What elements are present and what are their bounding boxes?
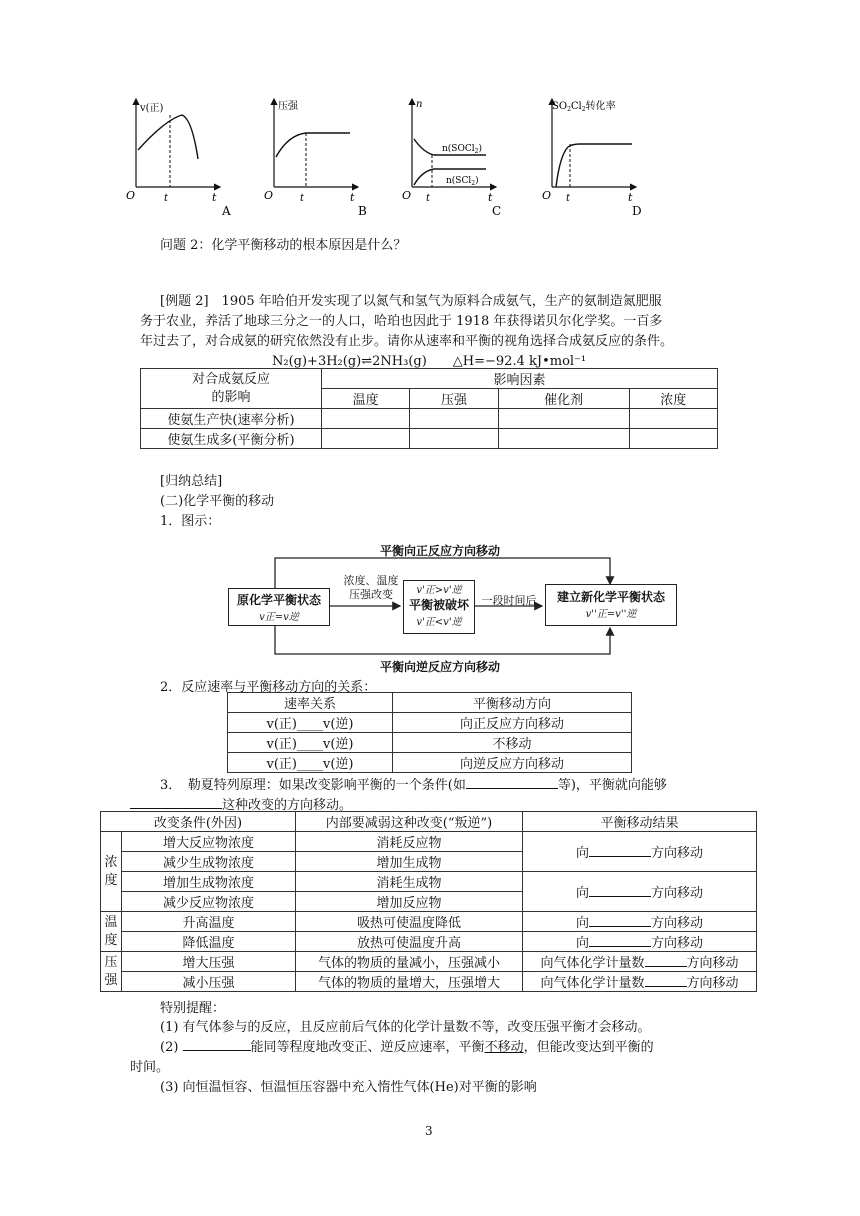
table3-condition: 减少生成物浓度 [122, 852, 296, 872]
graph-c-curve2: n(SCl$_2$) [446, 176, 479, 187]
summary-title: [归纳总结] [160, 474, 223, 489]
graph-b-ylabel: 压强 [278, 101, 298, 112]
table3-result[interactable]: 向 方向移动 [523, 932, 757, 952]
reaction-equation: N₂(g)+3H₂(g)⇌2NH₃(g) △H=−92.4 kJ•mol⁻¹ [272, 354, 587, 369]
table3-result[interactable]: 向气体化学计量数 方向移动 [523, 952, 757, 972]
table3-condition: 增加生成物浓度 [122, 872, 296, 892]
svg-text:t: t [426, 193, 431, 204]
rate-direction-table [227, 692, 632, 773]
table3-result[interactable]: 向 方向移动 [523, 912, 757, 932]
reminder-p3: (3) 向恒温恒容、恒温恒压容器中充入惰性气体(He)对平衡的影响 [160, 1080, 537, 1095]
item2: 2．反应速率与平衡移动方向的关系： [160, 680, 377, 695]
svg-text:t: t [566, 193, 571, 204]
table3-group-pressure: 压强 [101, 952, 122, 992]
table1-cell[interactable] [498, 409, 629, 429]
table2-direction-cell: 不移动 [393, 733, 632, 753]
svg-text:O: O [402, 189, 412, 202]
table3-inner: 气体的物质的量减小，压强减小 [296, 952, 523, 972]
table2-rate-cell[interactable]: v(正)____v(逆) [228, 733, 393, 753]
table1-col-concentration: 浓度 [629, 389, 717, 409]
table3-inner: 吸热可使温度降低 [296, 912, 523, 932]
graph-a-ylabel: v(正) [140, 103, 164, 114]
table3-header-result: 平衡移动结果 [523, 812, 757, 832]
table3-group-concentration: 浓度 [101, 832, 122, 912]
reminder-title: 特别提醒： [160, 1001, 226, 1016]
reminder-blank[interactable] [183, 1037, 251, 1051]
table1-cell[interactable] [410, 409, 498, 429]
table3-inner: 增加生成物 [296, 852, 523, 872]
svg-text:t: t [350, 191, 355, 204]
table3-group-temperature: 温度 [101, 912, 122, 952]
table1-col-catalyst: 催化剂 [498, 389, 629, 409]
table3-header-inner: 内部要减弱这种改变(“叛逆”) [296, 812, 523, 832]
table2-direction-cell: 向逆反应方向移动 [393, 753, 632, 773]
reminder-p2: (2) 能同等程度地改变正、逆反应速率，平衡不移动，但能改变达到平衡的 [160, 1036, 654, 1055]
table3-condition: 升高温度 [122, 912, 296, 932]
table3-header-condition: 改变条件(外因) [101, 812, 296, 832]
example-2-line2: 务于农业，养活了地球三分之一的人口，哈珀也因此于 1918 年获得诺贝尔化学奖。一百多 [140, 314, 663, 329]
graph-a-letter: A [222, 204, 231, 218]
flow-bottom-label: 平衡向逆反应方向移动 [380, 660, 501, 674]
item3-line1: 3． 勒夏特列原理：如果改变影响平衡的一个条件(如 等)，平衡就向能够 [160, 774, 667, 793]
equilibrium-flow-diagram [220, 536, 820, 676]
table1-cell[interactable] [410, 429, 498, 449]
graph-d-ylabel: $SO_2Cl_2$转化率 [552, 101, 616, 113]
table1-col-pressure: 压强 [410, 389, 498, 409]
table1-cell[interactable] [629, 409, 717, 429]
flow-box-disturbed: v'正>v'逆 平衡被破坏 v'正<v'逆 [403, 580, 475, 634]
example-2-line1: [例题 2] 1905 年哈伯开发实现了以氮气和氢气为原料合成氨气，生产的氨制造氮肥服 [160, 294, 662, 309]
summary-item1: 1．图示： [160, 514, 221, 529]
svg-text:t: t [212, 191, 217, 204]
table2-header-direction: 平衡移动方向 [393, 693, 632, 713]
table3-condition: 减少反应物浓度 [122, 892, 296, 912]
item3-blank-2[interactable] [130, 795, 222, 809]
ammonia-conditions-table [140, 368, 718, 449]
svg-text:t: t [164, 193, 169, 204]
table1-row-rate: 使氨生产快(速率分析) [141, 409, 322, 429]
item3-line2: 这种改变的方向移动。 [130, 794, 352, 813]
graph-b-letter: B [358, 204, 367, 218]
le-chatelier-table [100, 811, 757, 992]
table1-cell[interactable] [322, 429, 410, 449]
graph-b [264, 99, 367, 218]
graph-d-letter: D [632, 204, 642, 218]
reminder-p2-cont: 时间。 [130, 1060, 170, 1075]
table1-cell[interactable] [322, 409, 410, 429]
table3-result[interactable]: 向 方向移动 [523, 872, 757, 912]
flow-top-label: 平衡向正反应方向移动 [380, 544, 501, 558]
summary-section: (二)化学平衡的移动 [160, 494, 275, 509]
table1-cell[interactable] [498, 429, 629, 449]
graph-d [542, 99, 642, 218]
reminder-p1: (1) 有气体参与的反应，且反应前后气体的化学计量数不等，改变压强平衡才会移动。 [160, 1020, 651, 1035]
graph-c-ylabel: n [416, 99, 423, 110]
table3-condition: 降低温度 [122, 932, 296, 952]
table3-result[interactable]: 向 方向移动 [523, 832, 757, 872]
svg-text:O: O [542, 189, 552, 202]
table3-inner: 气体的物质的量增大，压强增大 [296, 972, 523, 992]
flow-condition-label: 浓度、温度 压强改变 [343, 574, 399, 601]
flow-box-original: 原化学平衡状态 v正=v逆 [228, 588, 330, 626]
question-2: 问题 2：化学平衡移动的根本原因是什么？ [160, 238, 407, 253]
table3-condition: 增大压强 [122, 952, 296, 972]
table1-col-temp: 温度 [322, 389, 410, 409]
table3-inner: 消耗生成物 [296, 872, 523, 892]
page-number: 3 [425, 1124, 433, 1138]
table2-rate-cell[interactable]: v(正)____v(逆) [228, 713, 393, 733]
table1-cell[interactable] [629, 429, 717, 449]
table2-rate-cell[interactable]: v(正)____v(逆) [228, 753, 393, 773]
table1-row-equilibrium: 使氨生成多(平衡分析) [141, 429, 322, 449]
table3-inner: 消耗反应物 [296, 832, 523, 852]
svg-text:O: O [126, 189, 136, 202]
svg-text:O: O [264, 189, 274, 202]
table3-inner: 放热可使温度升高 [296, 932, 523, 952]
table1-group-header: 影响因素 [322, 369, 718, 389]
table2-direction-cell: 向正反应方向移动 [393, 713, 632, 733]
table3-inner: 增加反应物 [296, 892, 523, 912]
flow-box-new: 建立新化学平衡状态 v''正=v''逆 [545, 584, 677, 626]
svg-text:t: t [488, 191, 493, 204]
table2-header-rate: 速率关系 [228, 693, 393, 713]
svg-text:t: t [300, 193, 305, 204]
example-2-line3: 年过去了，对合成氨的研究依然没有止步。请你从速率和平衡的视角选择合成氨反应的条件。 [140, 334, 674, 349]
svg-text:t: t [628, 191, 633, 204]
reaction-graphs [120, 95, 680, 220]
graph-c-letter: C [492, 204, 502, 218]
flow-after-label: 一段时间后 [481, 594, 537, 607]
table3-result[interactable]: 向气体化学计量数 方向移动 [523, 972, 757, 992]
table3-condition: 增大反应物浓度 [122, 832, 296, 852]
graph-a [126, 99, 231, 218]
graph-c-curve1: n(SOCl$_2$) [442, 144, 482, 155]
graph-c [402, 99, 501, 218]
table3-condition: 减小压强 [122, 972, 296, 992]
table1-corner: 对合成氨反应 的影响 [141, 369, 322, 409]
item3-blank-1[interactable] [466, 775, 558, 789]
